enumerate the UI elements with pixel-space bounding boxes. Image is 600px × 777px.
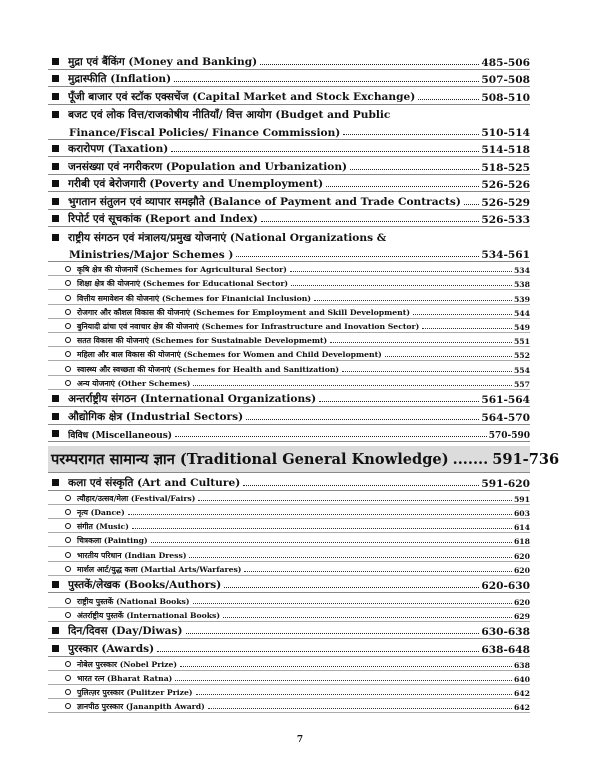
entry-pages: 591-620 <box>481 477 530 490</box>
square-bullet-icon <box>52 413 59 420</box>
dot-leader <box>236 256 479 257</box>
subentry-page: 539 <box>513 294 530 304</box>
dot-leader <box>157 651 479 652</box>
toc-subentry[interactable] <box>48 376 530 390</box>
square-bullet-icon <box>52 145 59 152</box>
circle-bullet-icon <box>65 537 71 543</box>
subentry-title: भारतीय परिधान (Indian Dress) <box>77 550 187 560</box>
toc-entry[interactable] <box>48 576 530 594</box>
dot-leader <box>174 81 479 82</box>
entry-title: दिन/दिवस (Day/Diwas) <box>68 625 183 638</box>
entry-pages: 564-570 <box>481 411 530 424</box>
subentry-page: 640 <box>513 675 530 685</box>
entry-title: जनसंख्या एवं नगरीकरण (Population and Urbanization) <box>68 160 348 173</box>
subentry-title: वित्तीय समावेशन की योजनाएं (Schemes for Finanicial Inclusion) <box>77 293 311 303</box>
toc-entry[interactable] <box>48 52 530 70</box>
dot-leader <box>464 204 479 205</box>
entry-pages: 526-526 <box>481 179 530 191</box>
circle-bullet-icon <box>65 266 71 272</box>
entry-pages: 638-648 <box>481 643 530 656</box>
toc-subentry[interactable] <box>48 262 530 276</box>
subentry-title: त्यौहार/उत्सव/मेला (Festival/Fairs) <box>77 493 196 503</box>
subentry-page: 620 <box>513 551 530 561</box>
entry-title: पुरस्कार (Awards) <box>68 642 155 655</box>
entry-title: राष्ट्रीय संगठन एवं मंत्रालय/प्रमुख योजनाएं (National Organizations & <box>68 231 387 244</box>
toc-subentry[interactable] <box>48 319 530 333</box>
toc-subentry[interactable] <box>48 593 530 607</box>
subentry-title: सतत विकास की योजनाएं (Schemes for Sustainable Developmemt) <box>77 336 328 346</box>
subentry-page: 618 <box>513 537 530 547</box>
dot-leader <box>224 587 479 588</box>
circle-bullet-icon <box>65 703 71 709</box>
subentry-page: 544 <box>513 308 530 318</box>
entry-pages: 570-590 <box>488 431 530 442</box>
toc-entry[interactable] <box>48 157 530 175</box>
circle-bullet-icon <box>65 280 71 286</box>
toc-entry[interactable] <box>48 87 530 105</box>
subentry-title: राष्ट्रीय पुस्तकें (National Books) <box>77 596 190 606</box>
entry-pages: 526-529 <box>481 196 530 209</box>
dot-leader <box>330 342 512 343</box>
subentry-page: 614 <box>513 523 530 533</box>
dot-leader <box>171 151 479 152</box>
toc-entry[interactable] <box>48 210 530 228</box>
toc-entry[interactable] <box>48 140 530 158</box>
dot-leader <box>385 356 512 357</box>
circle-bullet-icon <box>65 598 71 604</box>
subentry-title: ज्ञानपीठ पुरस्कार (Jananpith Award) <box>77 702 205 712</box>
entry-pages: 561-564 <box>481 394 530 407</box>
subentry-page: 591 <box>513 494 530 504</box>
dot-leader <box>290 271 512 272</box>
section-heading[interactable] <box>48 446 560 473</box>
entry-title: बजट एवं लोक वित्त/राजकोषीय नीतियाँ/ वित्त आयोग (Budget and Public <box>68 109 391 121</box>
subentry-page: 534 <box>513 266 530 276</box>
entry-title: पुस्तकें/लेखक (Books/Authors) <box>68 579 222 592</box>
toc-entry[interactable] <box>48 105 530 123</box>
circle-bullet-icon <box>65 552 71 558</box>
toc-subentry[interactable] <box>48 361 530 375</box>
subentry-title: स्वास्थ्य और स्वच्छता की योजनाएं (Schemes for Health and Sanitization) <box>77 364 340 374</box>
toc-entry-continuation[interactable] <box>48 245 530 263</box>
toc-entry[interactable] <box>48 227 530 245</box>
subentry-title: कृषि क्षेत्र की योजनायें (Schemes for Agricultural Sector) <box>77 265 287 275</box>
square-bullet-icon <box>52 627 59 634</box>
dot-leader <box>193 603 512 604</box>
toc-subentry[interactable] <box>48 657 530 671</box>
dot-leader <box>151 542 512 543</box>
circle-bullet-icon <box>65 675 71 681</box>
toc-subentry[interactable] <box>48 671 530 685</box>
subentry-title: महिला और बाल विकास की योजनाएं (Schemes for Women and Child Development) <box>77 350 382 360</box>
dot-leader <box>260 64 479 65</box>
subentry-page: 552 <box>513 351 530 361</box>
dot-leader <box>208 708 512 709</box>
dot-leader <box>132 528 512 529</box>
subentry-title: अंतर्राष्ट्रीय पुस्तकें (International Books) <box>77 610 221 620</box>
subentry-page: 538 <box>513 280 530 290</box>
dot-leader <box>314 300 512 301</box>
square-bullet-icon <box>52 234 59 241</box>
square-bullet-icon <box>52 430 59 437</box>
circle-bullet-icon <box>65 351 71 357</box>
circle-bullet-icon <box>65 689 71 695</box>
square-bullet-icon <box>52 645 59 652</box>
subentry-title: बुनियादी ढांचा एवं नवाचार क्षेत्र की योजनाएं (Schemes for Infrastructure and Inovation Sector) <box>77 321 420 331</box>
toc-subentry[interactable] <box>48 505 530 519</box>
entry-pages: 526-533 <box>481 214 530 226</box>
subentry-page: 642 <box>513 703 530 713</box>
circle-bullet-icon <box>65 295 71 301</box>
toc-entry[interactable] <box>48 70 530 88</box>
square-bullet-icon <box>52 215 59 222</box>
dot-leader <box>246 419 479 420</box>
dot-leader <box>223 617 512 618</box>
subentry-page: 642 <box>513 689 530 699</box>
square-bullet-icon <box>52 395 59 402</box>
dot-leader <box>422 328 512 329</box>
dot-leader <box>175 436 487 437</box>
subentry-page: 620 <box>513 597 530 607</box>
toc-entry[interactable] <box>48 425 530 443</box>
subentry-title: नोबेल पुरस्कार (Nobel Prize) <box>77 659 178 669</box>
toc-subentry[interactable] <box>48 305 530 319</box>
circle-bullet-icon <box>65 523 71 529</box>
entry-pages: 518-525 <box>481 161 530 174</box>
toc-subentry[interactable] <box>48 491 530 505</box>
toc-subentry[interactable] <box>48 608 530 622</box>
entry-title: अन्तर्राष्ट्रीय संगठन (International Organizations) <box>68 393 317 406</box>
toc-entry[interactable] <box>48 639 530 657</box>
entry-title: रिपोर्ट एवं सूचकांक (Report and Index) <box>68 213 258 225</box>
square-bullet-icon <box>52 93 59 100</box>
square-bullet-icon <box>52 58 59 65</box>
toc-subentry[interactable] <box>48 347 530 361</box>
subentry-page: 549 <box>513 322 530 332</box>
dot-leader <box>196 694 512 695</box>
toc-subentry[interactable] <box>48 519 530 533</box>
toc-entry-continuation[interactable] <box>48 122 530 140</box>
subentry-page: 554 <box>513 365 530 375</box>
subentry-title: भारत रत्न (Bharat Ratna) <box>77 674 173 684</box>
circle-bullet-icon <box>65 495 71 501</box>
square-bullet-icon <box>52 479 59 486</box>
subentry-title: चित्रकला (Painting) <box>77 536 148 546</box>
dot-leader <box>261 221 479 222</box>
toc-entry[interactable] <box>48 622 530 640</box>
toc-subentry[interactable] <box>48 699 530 713</box>
subentry-title: मार्शल आर्ट/युद्ध कला (Martial Arts/Warfares) <box>77 564 242 574</box>
subentry-title: रोजगार और कौशल विकास की योजनाएं (Schemes for Employment and Skill Development) <box>77 307 410 317</box>
toc-subentry[interactable] <box>48 547 530 561</box>
subentry-page: 551 <box>513 337 530 347</box>
dot-leader <box>243 485 479 486</box>
circle-bullet-icon <box>65 661 71 667</box>
circle-bullet-icon <box>65 380 71 386</box>
circle-bullet-icon <box>65 509 71 515</box>
entry-pages: 507-508 <box>481 74 530 86</box>
square-bullet-icon <box>52 581 59 588</box>
square-bullet-icon <box>52 75 59 82</box>
toc-subentry[interactable] <box>48 333 530 347</box>
dot-leader <box>186 633 480 634</box>
toc-entry[interactable] <box>48 407 530 425</box>
circle-bullet-icon <box>65 612 71 618</box>
entry-title: मुद्रा एवं बैंकिंग (Money and Banking) <box>68 55 258 68</box>
section-title: परम्परागत सामान्य ज्ञान (Traditional General Knowledge) <box>51 451 449 469</box>
square-bullet-icon <box>52 163 59 170</box>
square-bullet-icon <box>52 111 59 118</box>
page-number: 7 <box>296 735 304 745</box>
square-bullet-icon <box>52 180 59 187</box>
circle-bullet-icon <box>65 323 71 329</box>
entry-pages: 485-506 <box>481 56 530 69</box>
entry-title: करारोपण (Taxation) <box>68 143 169 155</box>
subentry-page: 557 <box>513 379 530 389</box>
entry-title: मुद्रास्फीति (Inflation) <box>68 73 172 85</box>
dot-leader <box>342 371 512 372</box>
subentry-title: नृत्य (Dance) <box>77 508 125 518</box>
subentry-title: संगीत (Music) <box>77 522 129 532</box>
entry-pages: 630-638 <box>481 626 530 639</box>
toc-subentry[interactable] <box>48 685 530 699</box>
circle-bullet-icon <box>65 566 71 572</box>
dot-leader <box>319 401 479 402</box>
dot-leader <box>291 285 512 286</box>
entry-title: गरीबी एवं बेरोजगारी (Poverty and Unemployment) <box>68 178 324 190</box>
circle-bullet-icon <box>65 366 71 372</box>
subentry-page: 638 <box>513 660 530 670</box>
toc-entry[interactable] <box>48 175 530 193</box>
subentry-title: अन्य योजनाएं (Other Schemes) <box>77 378 191 388</box>
subentry-page: 620 <box>513 565 530 575</box>
entry-pages: 620-630 <box>481 580 530 593</box>
toc-entry[interactable] <box>48 390 530 408</box>
dot-leader <box>198 500 512 501</box>
dot-leader <box>418 99 479 100</box>
toc-subentry[interactable] <box>48 290 530 304</box>
dot-leader <box>244 571 512 572</box>
toc-subentry[interactable] <box>48 562 530 576</box>
dot-leader <box>343 134 479 135</box>
section-dots: ....... <box>452 450 489 468</box>
entry-title: पूँजी बाजार एवं स्टॉक एक्सचेंज (Capital Market and Stock Exchange) <box>68 90 416 103</box>
dot-leader <box>193 385 512 386</box>
square-bullet-icon <box>52 198 59 205</box>
entry-title-continued: Ministries/Major Schemes ) <box>69 249 234 261</box>
entry-pages: 510-514 <box>481 126 530 139</box>
entry-title: विविध (Miscellaneous) <box>68 431 173 442</box>
dot-leader <box>180 666 512 667</box>
circle-bullet-icon <box>65 309 71 315</box>
subentry-page: 603 <box>513 509 530 519</box>
table-of-contents <box>48 52 560 713</box>
subentry-title: शिक्षा क्षेत्र की योजनाएं (Schemes for Educational Sector) <box>77 279 289 289</box>
entry-title: कला एवं संस्कृति (Art and Culture) <box>68 476 241 489</box>
dot-leader <box>326 186 479 187</box>
toc-entry[interactable] <box>48 473 530 491</box>
dot-leader <box>413 314 512 315</box>
subentry-title: पुलित्ज़र पुरस्कार (Pulitzer Prize) <box>77 688 193 698</box>
entry-pages: 534-561 <box>481 249 530 261</box>
entry-pages: 508-510 <box>481 91 530 104</box>
toc-subentry[interactable] <box>48 276 530 290</box>
section-pages: 591-736 <box>492 450 560 468</box>
dot-leader <box>175 680 512 681</box>
entry-title: औद्योगिक क्षेत्र (Industrial Sectors) <box>68 410 244 423</box>
entry-pages: 514-518 <box>481 144 530 156</box>
dot-leader <box>350 169 479 170</box>
entry-title: भुगतान संतुलन एवं व्यापार समझौते (Balance of Payment and Trade Contracts) <box>68 195 461 208</box>
circle-bullet-icon <box>65 337 71 343</box>
dot-leader <box>128 514 512 515</box>
subentry-page: 629 <box>513 611 530 621</box>
dot-leader <box>189 557 511 558</box>
toc-subentry[interactable] <box>48 533 530 547</box>
entry-title-continued: Finance/Fiscal Policies/ Finance Commission) <box>69 126 341 139</box>
toc-entry[interactable] <box>48 192 530 210</box>
